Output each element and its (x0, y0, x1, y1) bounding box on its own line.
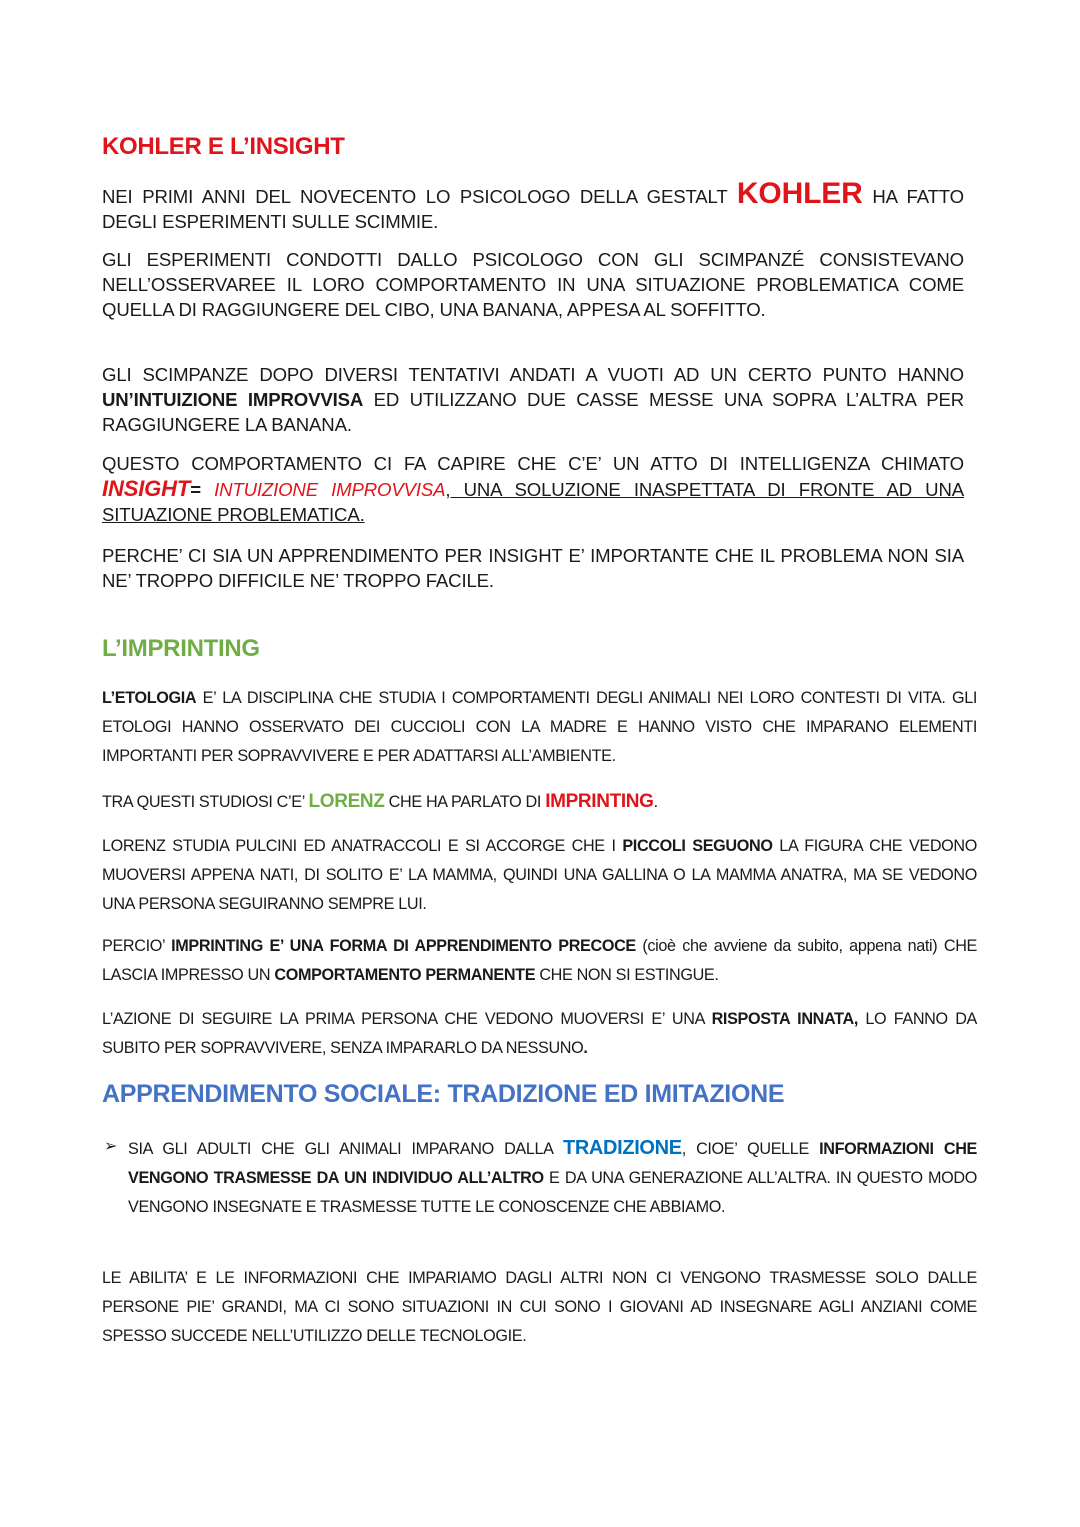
text: GLI SCIMPANZE DOPO DIVERSI TENTATIVI ANDATI A VUOTI AD UN CERTO PUNTO HANNO (102, 364, 964, 385)
paragraph: GLI ESPERIMENTI CONDOTTI DALLO PSICOLOGO CON GLI SCIMPANZÉ CONSISTEVANO NELL’OSSERVAREE IL LORO COMPORTAMENTO IN UNA SITUAZIONE PROBLEMATICA COME QUELLA DI RAGGIUNGERE DEL CIBO, UNA BANANA, APPESA AL SOFFITTO. (102, 249, 964, 320)
text: E’ LA DISCIPLINA CHE STUDIA I COMPORTAMENTI DEGLI ANIMALI NEI LORO CONTESTI DI VITA. GLI ETOLOGI HANNO OSSERVATO DEI CUCCIOLI CON LA MADRE E HANNO VISTO CHE IMPARANO ELEMENTI IMPORTANTI PER SOPRAVVIVERE E PER ADATTARSI ALL’AMBIENTE. (102, 689, 977, 765)
paragraph (102, 932, 977, 990)
text: QUESTO COMPORTAMENTO CI FA CAPIRE CHE C’E’ UN ATTO DI INTELLIGENZA CHIMATO (102, 453, 964, 474)
tradizione-term: TRADIZIONE (562, 1137, 682, 1159)
paragraph (102, 787, 977, 817)
bold-text: IMPRINTING E’ UNA FORMA DI APPRENDIMENTO PRECOCE (171, 937, 636, 955)
paragraph (102, 1005, 977, 1063)
bold-text: PICCOLI SEGUONO (622, 837, 773, 855)
text: . (583, 1039, 588, 1057)
paragraph (102, 684, 977, 771)
lorenz-name: LORENZ (308, 791, 385, 812)
paragraph (102, 451, 964, 527)
paragraph (102, 177, 964, 234)
list-item (128, 1134, 977, 1222)
bold-text: UN’INTUIZIONE IMPROVVISA (102, 389, 364, 410)
text: . (653, 793, 658, 811)
heading-kohler-insight: KOHLER E L’INSIGHT (102, 133, 345, 160)
paragraph (102, 832, 977, 919)
heading-imprinting: L’IMPRINTING (102, 635, 260, 662)
text: = (190, 479, 215, 500)
text: L’AZIONE DI SEGUIRE LA PRIMA PERSONA CHE VEDONO MUOVERSI E’ UNA (102, 1010, 712, 1028)
text: LO FANNO DA SUBITO PER SOPRAVVIVERE, SENZA IMPARARLO DA NESSUNO (102, 1010, 977, 1057)
bold-text: INFORMAZIONI CHE VENGONO TRASMESSE DA UN INDIVIDUO ALL’ALTRO (128, 1140, 977, 1187)
paragraph: PERCHE’ CI SIA UN APPRENDIMENTO PER INSIGHT E’ IMPORTANTE CHE IL PROBLEMA NON SIA NE’ TROPPO DIFFICILE NE’ TROPPO FACILE. (102, 545, 964, 591)
text: HA FATTO DEGLI ESPERIMENTI SULLE SCIMMIE. (102, 186, 964, 232)
heading-social-learning: APPRENDIMENTO SOCIALE: TRADIZIONE ED IMITAZIONE (102, 1080, 785, 1108)
text: E DA UNA GENERAZIONE ALL’ALTRA. IN QUESTO MODO VENGONO INSEGNATE E TRASMESSE TUTTE LE CONOSCENZE CHE ABBIAMO. (128, 1169, 977, 1216)
text: SIA GLI ADULTI CHE GLI ANIMALI IMPARANO DALLA (128, 1140, 563, 1158)
bold-text: RISPOSTA INNATA, (711, 1010, 858, 1028)
text: PERCIO’ (102, 937, 172, 955)
text: CHE NON SI ESTINGUE. (535, 966, 719, 984)
bold-text: L’ETOLOGIA (102, 689, 197, 707)
insight-term: INSIGHT (102, 476, 191, 501)
text: LORENZ STUDIA PULCINI ED ANATRACCOLI E SI ACCORGE CHE I (102, 837, 623, 855)
text: CHE HA PARLATO DI (384, 793, 546, 811)
paragraph: LE ABILITA’ E LE INFORMAZIONI CHE IMPARIAMO DAGLI ALTRI NON CI VENGONO TRASMESSE SOLO DALLE PERSONE PIE’ GRANDI, MA CI SONO SITUAZIONI IN CUI SONO I GIOVANI AD INSEGNARE AGLI ANZIANI COME SPESSO SUCCEDE NELL’UTILIZZO DELLE TECNOLOGIE. (102, 1269, 977, 1345)
underlined-text: , UNA SOLUZIONE INASPETTATA DI FRONTE AD UNA SITUAZIONE PROBLEMATICA. (102, 479, 964, 525)
text: NEI PRIMI ANNI DEL NOVECENTO LO PSICOLOGO DELLA GESTALT (102, 186, 737, 207)
arrow-bullet-icon: ➢ (104, 1138, 118, 1155)
bold-text: COMPORTAMENTO PERMANENTE (274, 966, 536, 984)
text: TRA QUESTI STUDIOSI C’E’ (102, 793, 309, 811)
text: LA FIGURA CHE VEDONO MUOVERSI APPENA NATI, DI SOLITO E’ LA MAMMA, QUINDI UNA GALLINA O LA MAMMA ANATRA, MA SE VEDONO UNA PERSONA SEGUIRANNO SEMPRE LUI. (102, 837, 978, 913)
paragraph (102, 362, 964, 437)
text: , CIOE’ QUELLE (681, 1140, 820, 1158)
kohler-name: KOHLER (736, 177, 863, 210)
text: ED UTILIZZANO DUE CASSE MESSE UNA SOPRA L’ALTRA PER RAGGIUNGERE LA BANANA. (102, 389, 964, 435)
definition: INTUIZIONE IMPROVVISA (214, 479, 446, 500)
text: (cioè che avviene da subito, appena nati) CHE LASCIA IMPRESSO UN (102, 937, 977, 984)
imprinting-term: IMPRINTING (545, 791, 654, 812)
